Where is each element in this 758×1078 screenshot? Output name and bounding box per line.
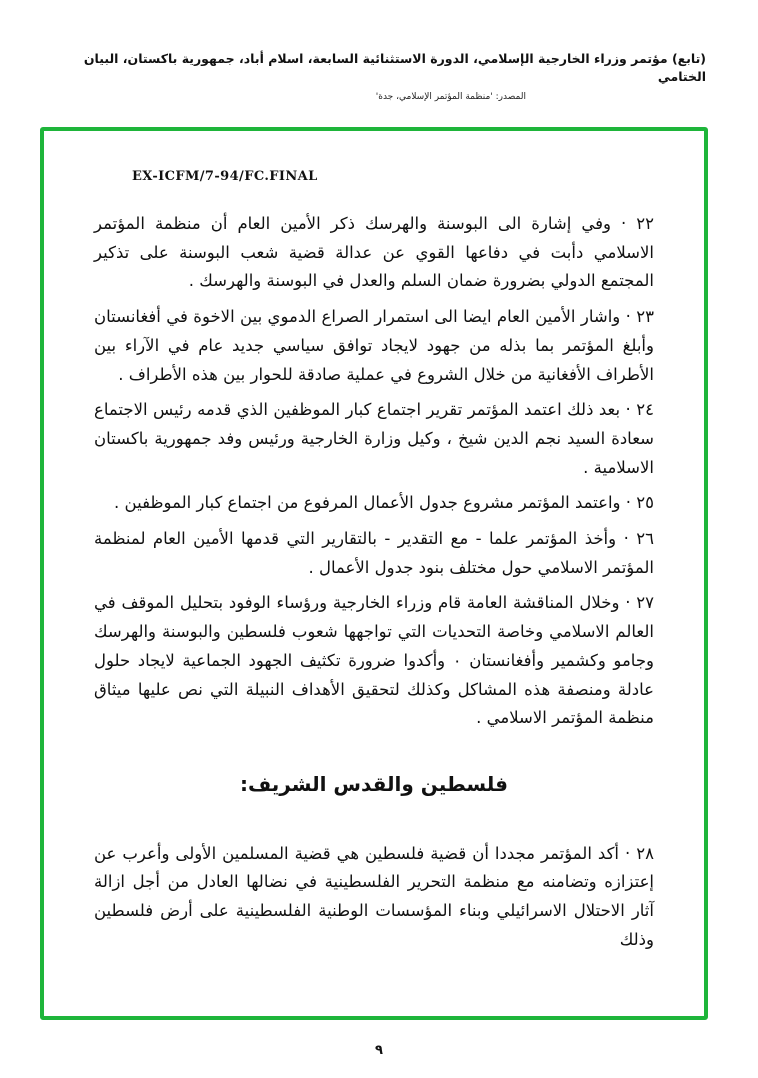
content-border-box [40, 127, 708, 1020]
paragraph-28: ٢٨ · أكد المؤتمر مجددا أن قضية فلسطين هي قضية المسلمين الأولى وأعرب عن إعتزازه وتضامنه مع منظمة التحرير الفلسطينية في نضالها العادل من أجل ازالة آثار الاحتلال الاسرائيلي وبناء المؤسسات الوطنية الفلسطينية على أرض فلسطين وذلك [94, 843, 654, 949]
page-number: ٩ [375, 1043, 383, 1058]
paragraph-25: ٢٥ · واعتمد المؤتمر مشروع جدول الأعمال المرفوع من اجتماع كبار الموظفين . [114, 493, 654, 513]
paragraph-23: ٢٣ · واشار الأمين العام ايضا الى استمرار الصراع الدموي بين الاخوة في أفغانستان وأبلغ المؤتمر بما بذله من جهود لايجاد توافق سياسي جديد عام في الآراء بين الأطراف الأفغانية من خلال الشروع في عملية صادقة للحوار بين هذه الأطراف . [94, 307, 654, 384]
header-title: (تابع) مؤتمر وزراء الخارجية الإسلامي، الدورة الاستثنائية السابعة، اسلام أباد، جمهورية باكستان، البيان الختامي [83, 51, 706, 84]
paragraph-22: ٢٢ · وفي إشارة الى البوسنة والهرسك ذكر الأمين العام أن منظمة المؤتمر الاسلامي دأبت في دفاعها القوي عن عدالة قضية شعب البوسنة على تذكير المجتمع الدولي بضرورة ضمان السلم والعدل في البوسنة والهرسك . [94, 214, 654, 291]
paragraph-27: ٢٧ · وخلال المناقشة العامة قام وزراء الخارجية ورؤساء الوفود بتحليل الموقف في العالم الاسلامي وخاصة التحديات التي تواجهها شعوب فلسطين والبوسنة والهرسك وجامو وكشمير وأفغانستان ٠ وأكدوا ضرورة تكثيف الجهود الجماعية لايجاد حلول عادلة ومنصفة هذه المشاكل وكذلك لتحقيق الأهداف النبيلة التي نص عليها ميثاق منظمة المؤتمر الاسلامي . [94, 593, 654, 728]
paragraph-26: ٢٦ · وأخذ المؤتمر علما - مع التقدير - بالتقارير التي قدمها الأمين العام لمنظمة المؤتمر الاسلامي حول مختلف بنود جدول الأعمال . [94, 529, 654, 577]
header-source: المصدر: 'منظمة المؤتمر الإسلامي، جدة' [375, 92, 526, 102]
document-reference: EX-ICFM/7-94/FC.FINAL [132, 169, 318, 184]
document-body [94, 210, 654, 955]
document-header [40, 50, 706, 102]
section-heading: فلسطين والقدس الشريف: [239, 771, 508, 796]
paragraph-24: ٢٤ · بعد ذلك اعتمد المؤتمر تقرير اجتماع كبار الموظفين الذي قدمه رئيس الاجتماع سعادة السيد نجم الدين شيخ ، وكيل وزارة الخارجية ورئيس وفد جمهورية باكستان الاسلامية . [94, 400, 654, 477]
